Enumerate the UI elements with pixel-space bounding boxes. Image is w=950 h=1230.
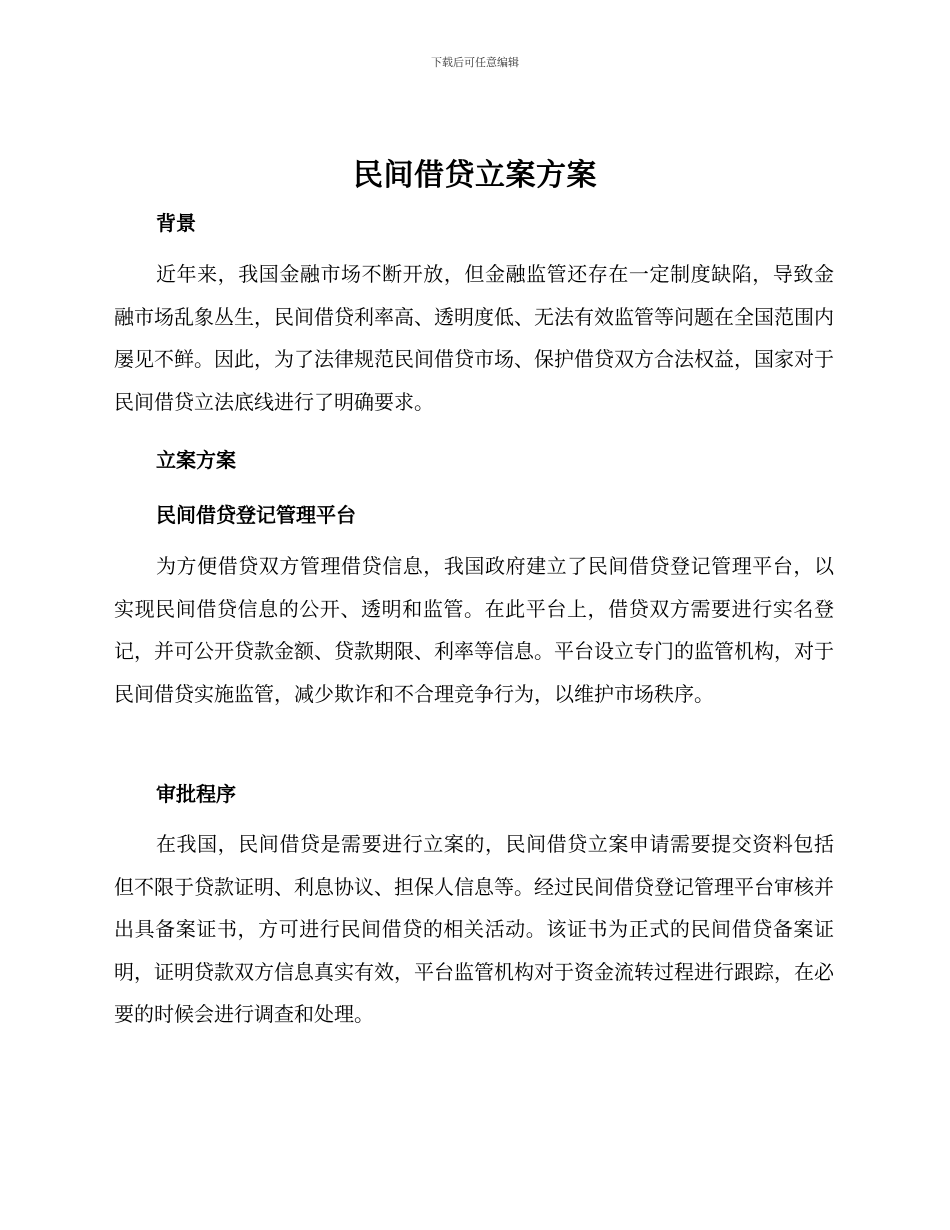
section-heading-background: 背景	[156, 211, 196, 235]
page-header-note: 下载后可任意编辑	[431, 56, 519, 69]
section-heading-approval-procedure: 审批程序	[156, 782, 236, 806]
section-paragraph-registration-platform: 为方便借贷双方管理借贷信息，我国政府建立了民间借贷登记管理平台，以实现民间借贷信息的公开、透明和监管。在此平台上，借贷双方需要进行实名登记，并可公开贷款金额、贷款期限、利率等信息。平台设立专门的监管机构，对于民间借贷实施监管，减少欺诈和不合理竞争行为，以维护市场秩序。	[114, 554, 834, 706]
document-title: 民间借贷立案方案	[353, 158, 597, 193]
section-heading-registration-platform: 民间借贷登记管理平台	[156, 503, 356, 527]
section-heading-filing-plan: 立案方案	[156, 448, 236, 472]
section-paragraph-approval-procedure: 在我国，民间借贷是需要进行立案的，民间借贷立案申请需要提交资料包括但不限于贷款证明、利息协议、担保人信息等。经过民间借贷登记管理平台审核并出具备案证书，方可进行民间借贷的相关活动。该证书为正式的民间借贷备案证明，证明贷款双方信息真实有效，平台监管机构对于资金流转过程进行跟踪，在必要的时候会进行调查和处理。	[114, 832, 834, 1026]
section-paragraph-background: 近年来，我国金融市场不断开放，但金融监管还存在一定制度缺陷，导致金融市场乱象丛生，民间借贷利率高、透明度低、无法有效监管等问题在全国范围内屡见不鲜。因此，为了法律规范民间借贷市场、保护借贷双方合法权益，国家对于民间借贷立法底线进行了明确要求。	[114, 262, 834, 414]
